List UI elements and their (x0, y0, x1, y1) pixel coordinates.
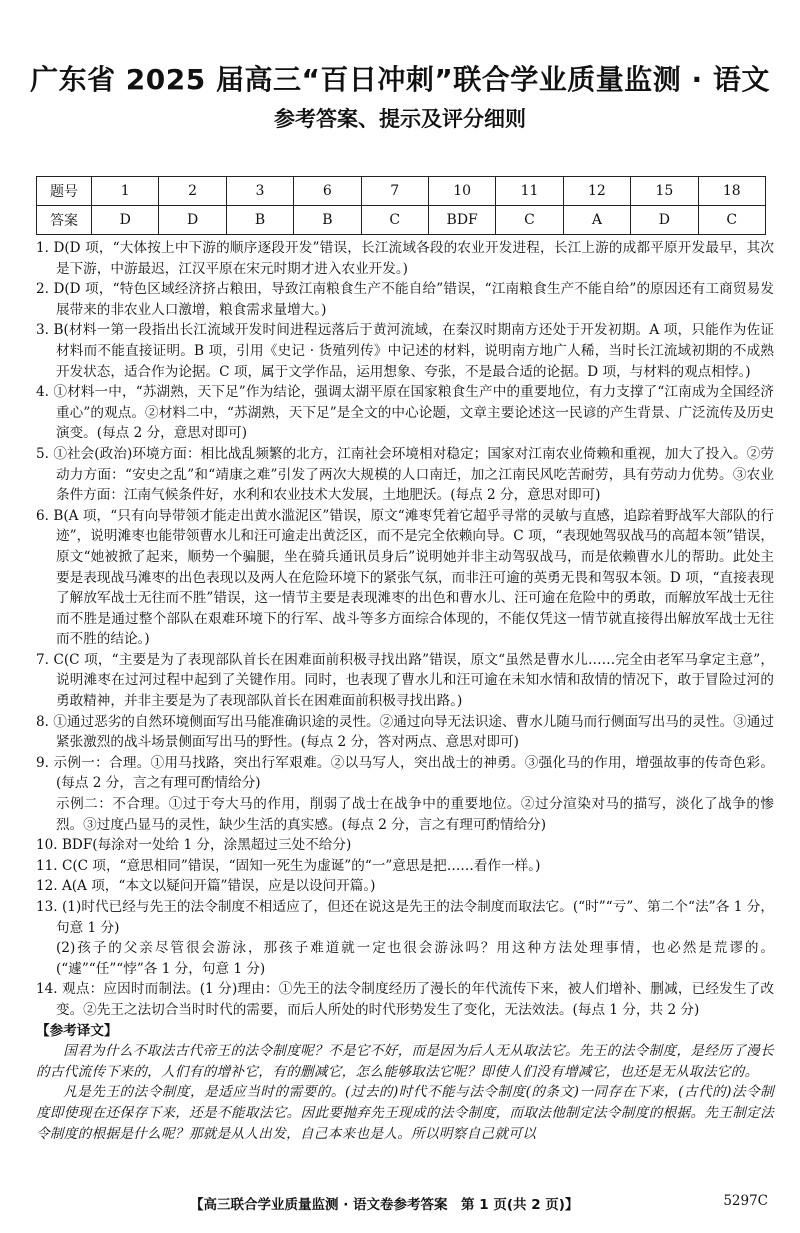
answer-item-14: 14. 观点：应因时而制法。(1 分)理由：①先王的法令制度经历了漫长的年代流传下来，被人们增补、删减，已经发生了改变。②先王之法切合当时时代的需要，而后人所处的时代形势发生了变化，无法效法。(每点 1 分，共 2 分) (36, 981, 774, 1018)
answer-cell: A (563, 206, 630, 235)
question-number: 10 (428, 177, 495, 206)
answer-cell: B (294, 206, 361, 235)
answer-item-8: 8. ①通过恶劣的自然环境侧面写出马能准确识途的灵性。②通过向导无法识途、曹水儿随马而行侧面写出马的灵性。③通过紧张激烈的战斗场景侧面写出马的野性。(每点 2 分，答对两点、意思对即可) (36, 713, 774, 751)
answer-cell: C (361, 206, 428, 235)
question-number: 18 (698, 177, 765, 206)
answer-explanations (36, 238, 774, 1144)
answer-row-label: 答案 (37, 206, 92, 235)
answer-item-7: 7. C(C 项，“主要是为了表现部队首长在困难面前积极寻找出路”错误，原文“虽然是曹水儿……完全由老军马拿定主意”，说明滩枣在过河过程中起到了关键作用。同时，也表现了曹水儿和汪可逾在未知水情和敌情的情况下，敢于冒险过河的勇敢精神，并非主要是为了表现部队首长在困难面前积极寻找出路。) (36, 651, 774, 710)
page-subtitle: 参考答案、提示及评分细则 (274, 107, 526, 131)
question-number: 3 (226, 177, 293, 206)
translation-paragraph-1: 国君为什么不取法古代帝王的法令制度呢？不是它不好，而是因为后人无从取法它。先王的法令制度，是经历了漫长的古代流传下来的，人们有的增补它，有的删减它，怎么能够取法它呢？即使人们没有增减它，也还是无从取法它的。 (36, 1043, 774, 1080)
question-number: 1 (92, 177, 159, 206)
question-number: 2 (159, 177, 226, 206)
answer-item-13-part-1: 13. (1)时代已经与先王的法令制度不相适应了，但还在说这是先王的法令制度而取法它。(“时”“亏”、第二个“法”各 1 分，句意 1 分) (36, 899, 774, 936)
answer-item-13-part-2: (2)孩子的父亲尽管很会游泳，那孩子难道就一定也很会游泳吗？用这种方法处理事情，也必然是荒谬的。(“遽”“任”“悖”各 1 分，句意 1 分) (56, 940, 774, 977)
answer-cell: B (226, 206, 293, 235)
answer-cell: C (698, 206, 765, 235)
answer-item-2: 2. D(D 项，“特色区域经济挤占粮田，导致江南粮食生产不能自给”错误，“江南粮食生产不能自给”的原因还有工商贸易发展带来的非农业人口激增，粮食需求量增大。) (36, 281, 774, 318)
answer-cell: D (92, 206, 159, 235)
question-number: 6 (294, 177, 361, 206)
answer-item-9-example-1: 9. 示例一：合理。①用马找路，突出行军艰难。②以马写人，突出战士的神勇。③强化马的作用，增强故事的传奇色彩。(每点 2 分，言之有理可酌情给分) (36, 754, 774, 792)
number-row-label: 题号 (37, 177, 92, 206)
answer-item-10: 10. BDF(每涂对一处给 1 分，涂黑超过三处不给分) (36, 837, 352, 854)
translation-paragraph-2: 凡是先王的法令制度，是适应当时的需要的。(过去的)时代不能与法令制度(的条文)一同存在下来，(古代的)法令制度即使现在还保存下来，还是不能取法它。因此要抛弃先王现成的法令制度，而取法他制定法令制度的根据。先王制定法令制度的根据是什么呢？那就是从人出发，自己本来也是人。所以明察自己就可以 (36, 1084, 774, 1142)
page-title: 广东省 2025 届高三“百日冲刺”联合学业质量监测 · 语文 (30, 63, 770, 96)
answer-cell: C (496, 206, 563, 235)
answer-item-1: 1. D(D 项，“大体按上中下游的顺序逐段开发”错误，长江流域各段的农业开发进程，长江上游的成都平原开发最早，其次是下游，中游最迟，江汉平原在宋元时期才进入农业开发。) (36, 240, 774, 277)
answer-item-9-example-2: 示例二：不合理。①过于夸大马的作用，削弱了战士在战争中的重要地位。②过分渲染对马的描写，淡化了战争的惨烈。③过度凸显马的灵性，缺少生活的真实感。(每点 2 分，言之有理可酌情给分) (56, 796, 774, 833)
answer-table-number-row (37, 177, 766, 206)
answer-cell: D (159, 206, 226, 235)
question-number: 12 (563, 177, 630, 206)
footer-page-info: 【高三联合学业质量监测 · 语文卷参考答案 第 1 页(共 2 页)】 (190, 1197, 579, 1213)
answer-table (36, 176, 766, 235)
question-number: 11 (496, 177, 563, 206)
footer-code: 5297C (723, 1193, 768, 1209)
translation-heading: 【参考译文】 (36, 1022, 118, 1039)
answer-item-12: 12. A(A 项，“本文以疑问开篇”错误，应是以设问开篇。) (36, 878, 376, 895)
question-number: 7 (361, 177, 428, 206)
answer-cell: BDF (428, 206, 495, 235)
answer-cell: D (631, 206, 698, 235)
answer-item-4: 4. ①材料一中，“苏湖熟，天下足”作为结论，强调太湖平原在国家粮食生产中的重要地位，有力支撑了“江南成为全国经济重心”的观点。②材料二中，“苏湖熟，天下足”是全文的中心论题，文章主要论述这一民谚的产生背景、广泛流传及历史演变。(每点 2 分，意思对即可) (36, 384, 774, 442)
question-number: 15 (631, 177, 698, 206)
answer-item-11: 11. C(C 项，“意思相同”错误，“固知一死生为虚诞”的“一”意思是把……看作一样。) (36, 857, 541, 874)
answer-item-3: 3. B(材料一第一段指出长江流域开发时间进程远落后于黄河流域，在秦汉时期南方还处于开发初期。A 项，只能作为佐证材料而不能直接证明。B 项，引用《史记 · 货殖列传》中记述的材料，说明南方地广人稀，当时长江流域初期的不成熟开发状态，适合作为论据。C 项，属于文学作品，运用想象、夸张，不是最合适的论据。D 项，与材料的观点相悖。) (36, 322, 774, 380)
answer-item-5: 5. ①社会(政治)环境方面：相比战乱频繁的北方，江南社会环境相对稳定；国家对江南农业倚赖和重视，加大了投入。②劳动力方面：“安史之乱”和“靖康之难”引发了两次大规模的人口南迁，加之江南民风吃苦耐劳，具有劳动力优势。③农业条件方面：江南气候条件好，水利和农业技术大发展，土地肥沃。(每点 2 分，意思对即可) (36, 445, 774, 504)
answer-item-6: 6. B(A 项，“只有向导带领才能走出黄水滥泥区”错误，原文“滩枣凭着它超乎寻常的灵敏与直感，追踪着野战军大部队的行迹”，说明滩枣也能带领曹水儿和汪可逾走出黄泛区，而不是完全依赖向导。C 项，“表现她驾驭战马的高超本领”错误，原文“她被掀了起来，顺势一个骗腿，坐在骑兵通讯员身后”说明她并非主动驾驭战马，而是依赖曹水儿的帮助。此处主要是表现战马滩枣的出色表现以及两人在危险环境下的紧张气氛，而非汪可逾的英勇无畏和驾驭本领。D 项，“直接表现了解放军战士无往而不胜”错误，这一情节主要是表现滩枣的出色和曹水儿、汪可逾在危险中的勇敢，而解放军战士无往而不胜是通过整个部队在艰难环境下的行军、战斗等多方面综合体现的，不能仅凭这一情节就直接得出解放军战士无往而不胜的结论。) (36, 507, 774, 648)
answer-table-answer-row (37, 206, 766, 235)
